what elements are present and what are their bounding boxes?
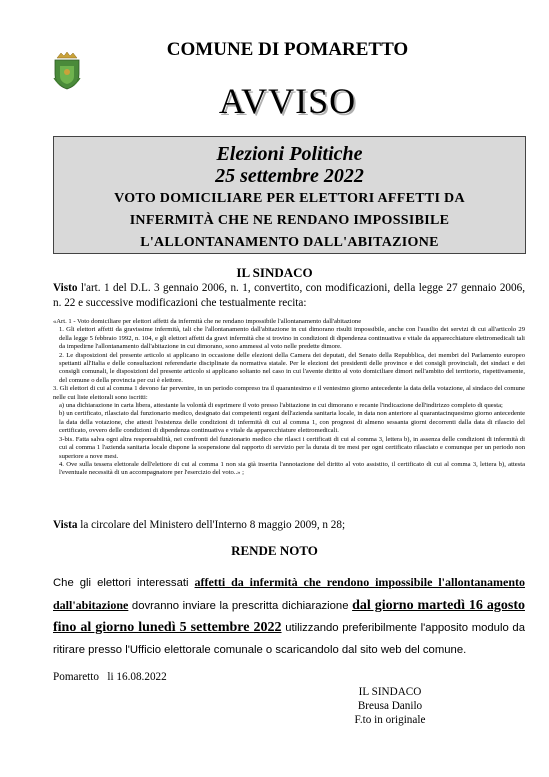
sindaco-heading: IL SINDACO [236, 265, 313, 280]
headline-date: 25 settembre 2022 [215, 165, 364, 187]
rende-noto-heading: RENDE NOTO [231, 543, 318, 558]
vista-text: la circolare del Ministero dell'Interno 8 maggio 2009, n 28; [77, 519, 346, 531]
visto-paragraph [53, 281, 525, 311]
quote-paragraph-2: 2. Le disposizioni del presente articolo si applicano in occasione delle elezioni della Camera dei deputati, del Senato della Repubblica, dei membri del Parlamento europeo spettanti all'Italia e delle consultazioni referendarie disciplinate da normativa statale. Per le elezioni dei presidenti delle province e dei consigli provinciali, dei sindaci e dei consigli comunali, le disposizioni del presente articolo si applicano soltanto nel caso in cui l'avente diritto al voto domiciliare dimori nell'ambito del territorio, rispettivamente, del comune o della provincia per cui è elettore. [59, 351, 525, 384]
page-title: AVVISO [218, 81, 357, 121]
place-date: Pomaretto li 16.08.2022 [53, 671, 167, 683]
quote-paragraph-4: 4. Ove sulla tessera elettorale dell'elettore di cui al comma 1 non sia già inserita l'annotazione del diritto al voto assistito, il certificato di cui al comma 3, lettera b), attesta l'eventuale necessità di un accompagnatore per l'esercizio del voto..» ; [59, 460, 525, 477]
law-quote [53, 318, 525, 478]
signature-block [330, 685, 450, 727]
headline-box [53, 136, 526, 254]
headline-election: Elezioni Politiche [216, 143, 363, 165]
quote-paragraph-3b: b) un certificato, rilasciato dal funzionario medico, designato dai competenti organi dell'azienda sanitaria locale, in data non anteriore al quarantacinquesimo giorno antecedente la data della votazione, che attesti l'esistenza delle condizioni di infermità di cui al comma 1, con prognosi di almeno sessanta giorni decorrenti dalla data di rilascio del certificato, ovvero delle condizioni di dipendenza continuativa e vitale da apparecchiature elettromedicali. [59, 410, 525, 435]
visto-text: l'art. 1 del D.L. 3 gennaio 2006, n. 1, convertito, con modificazioni, della legge 27 gennaio 2006, n. 22 e successive modificazioni che testualmente recita: [53, 282, 525, 309]
signature-name: Breusa Danilo [357, 700, 423, 712]
signature-role: IL SINDACO [358, 686, 422, 698]
quote-paragraph-3a: a) una dichiarazione in carta libera, attestante la volontà di esprimere il voto presso l'abitazione in cui dimorano e recante l'indicazione dell'indirizzo completo di questa; [59, 402, 503, 410]
notice-text-1: Che gli elettori interessati [53, 577, 195, 589]
headline-subject-line-1: VOTO DOMICILIARE PER ELETTORI AFFETTI DA [114, 191, 465, 206]
municipality-name: COMUNE DI POMARETTO [166, 39, 409, 60]
visto-label: Visto [53, 282, 78, 294]
quote-paragraph-3: 3. Gli elettori di cui al comma 1 devono far pervenire, in un periodo compreso tra il quarantesimo e il ventesimo giorno antecedente la data della votazione, al sindaco del comune nelle cui liste elettorali sono iscritti: [53, 385, 525, 401]
notice-highlight-condition: affetti da infermità che rendono impossibile l'allontanamento dall'abitazione [53, 575, 525, 612]
quote-paragraph-3bis: 3-bis. Fatta salva ogni altra responsabilità, nei confronti del funzionario medico che rilasci i certificati di cui al comma 3, lettera b), in assenza delle condizioni di infermità di cui al comma 1 l'azienda sanitaria locale dispone la sospensione dal rapporto di servizio per la durata di tre mesi per ogni certificato rilasciato e comunque per un periodo non superiore a nove mesi. [59, 435, 525, 460]
notice-paragraph [53, 571, 525, 661]
headline-subject-line-2: INFERMITÀ CHE NE RENDANO IMPOSSIBILE [129, 213, 450, 228]
quote-heading: «Art. 1 - Voto domiciliare per elettori affetti da infermità che ne rendano impossibile l'allontanamento dall'abitazione [53, 318, 362, 325]
headline-subject-line-3: L'ALLONTANAMENTO DALL'ABITAZIONE [140, 235, 439, 250]
notice-highlight-dates: dal giorno martedì 16 agosto fino al giorno lunedì 5 settembre 2022 [53, 598, 525, 635]
vista-paragraph [53, 519, 525, 531]
notice-text-3: utilizzando preferibilmente l'apposito modulo da ritirare presso l'Ufficio elettorale comunale o scaricandolo dal sito web del comune. [53, 622, 525, 656]
quote-paragraph-1: 1. Gli elettori affetti da gravissime infermità, tali che l'allontanamento dall'abitazione in cui dimorano risulti impossibile, anche con l'ausilio dei servizi di cui all'articolo 29 della legge 5 febbraio 1992, n. 104, e gli elettori affetti da gravi infermità che si trovino in condizioni di dipendenza continuativa e vitale da apparecchiature elettromedicali tali da impedirne l'allontanamento dall'abitazione in cui dimorano, sono ammessi al voto nelle predette dimore. [59, 326, 525, 351]
notice-text-2: dovranno inviare la prescritta dichiarazione [128, 600, 353, 612]
signature-note: F.to in originale [354, 714, 426, 726]
vista-label: Vista [53, 519, 78, 531]
